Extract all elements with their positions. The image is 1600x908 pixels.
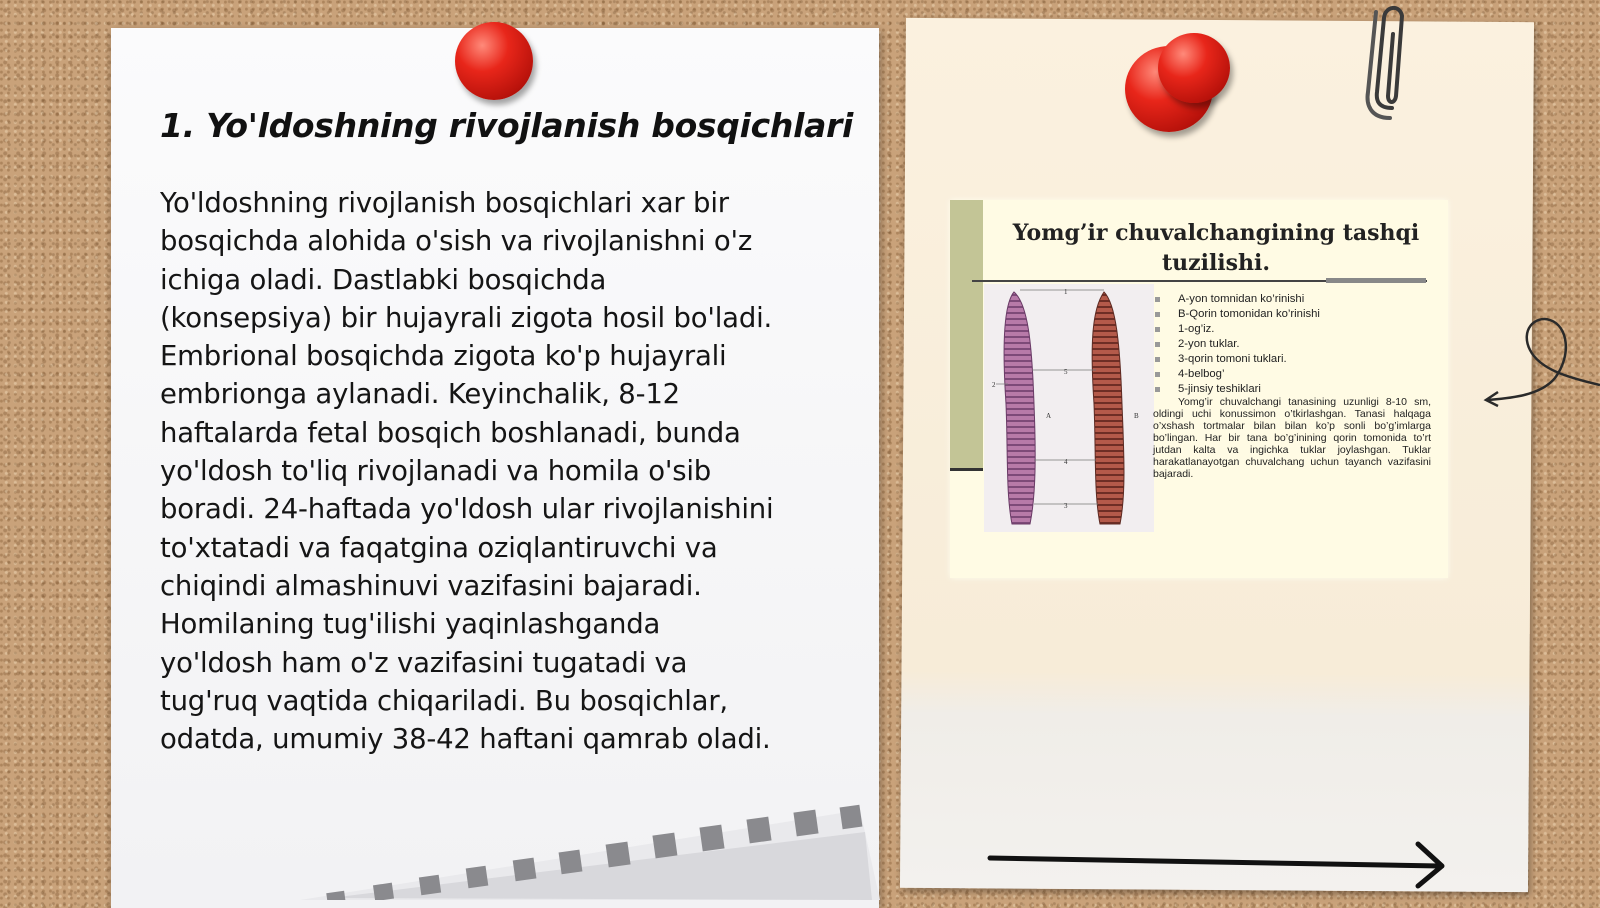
worm-label: 2 — [992, 381, 996, 389]
worm-label: 5 — [1064, 368, 1068, 376]
body-line: Yo'ldoshning rivojlanish bosqichlari xar bir — [160, 187, 729, 219]
worm-label: 1 — [1064, 288, 1068, 296]
figure-title — [984, 218, 1448, 278]
push-pin-icon — [455, 22, 533, 100]
legend-item: A-yon tomnidan ko’rinishi — [1153, 292, 1431, 307]
body-line: yo'ldosh to'liq rivojlanadi va homila o'sib — [160, 455, 712, 488]
body-line: Homilaning tug'ilishi yaqinlashganda — [160, 608, 661, 641]
body-line: tug'ruq vaqtida chiqariladi. Bu bosqichlar, — [160, 684, 728, 717]
body-line: chiqindi almashinuvi vazifasini bajaradi. — [160, 569, 702, 602]
earthworm-illustration — [984, 284, 1154, 532]
figure-title-line: Yomg’ir chuvalchangining tashqi — [1012, 220, 1420, 246]
slide-title: 1. Yo'ldoshning rivojlanish bosqichlari — [160, 106, 854, 145]
worm-label: B — [1134, 412, 1139, 420]
body-line: haftalarda fetal bosqich boshlanadi, bunda — [160, 416, 741, 449]
worm-label: A — [1046, 412, 1052, 420]
figure-title-line: tuzilishi. — [1161, 250, 1271, 276]
body-line: boradi. 24-haftada yo'ldosh ular rivojlanishini — [160, 493, 774, 526]
body-line: (konsepsiya) bir hujayrali zigota hosil bo'ladi. — [160, 301, 773, 334]
body-line: ichiga oladi. Dastlabki bosqichda — [160, 263, 607, 296]
legend-item: B-Qorin tomonidan ko’rinishi — [1153, 307, 1431, 322]
body-line: to'xtatadi va faqatgina oziqlantiruvchi va — [160, 531, 718, 564]
body-line: odatda, umumiy 38-42 haftani qamrab oladi. — [160, 723, 771, 756]
legend-item: 2-yon tuklar. — [1153, 337, 1431, 352]
figure-side-bar — [950, 200, 983, 471]
body-line: embrionga aylanadi. Keyinchalik, 8-12 — [160, 378, 680, 411]
body-paragraph — [160, 184, 845, 758]
earthworm-figure — [950, 200, 1448, 578]
body-line: yo'ldosh ham o'z vazifasini tugatadi va — [160, 646, 688, 679]
legend-item: 1-og’iz. — [1153, 322, 1431, 337]
push-pin-icon — [1158, 33, 1230, 103]
figure-description: Yomg’ir chuvalchangi tanasining uzunligi 8-10 sm, oldingi uchi konussimon o’tkirlashgan. Tanasi halqaga o’xshash tortmalar bilan bilan ko’p sonli bo’g’imlarga bo’lingan. Har bir tana bo’g’inining qorin tomonida to’rt jutdan kalta va ingichka tuklar joylashgan. Tuklar harakatlanayotgan chuvalchang uchun tayanch vazifasini bajaradi. — [1153, 396, 1431, 480]
legend-item: 3-qorin tomoni tuklari. — [1153, 352, 1431, 367]
figure-legend — [1153, 292, 1431, 397]
figure-rule-accent — [1326, 278, 1426, 283]
legend-item: 5-jinsiy teshiklari — [1153, 382, 1431, 397]
body-line: bosqichda alohida o'sish va rivojlanishni o'z — [160, 225, 753, 258]
worm-label: 3 — [1064, 502, 1068, 510]
body-line: Embrional bosqichda zigota ko'p hujayrali — [160, 340, 727, 373]
worm-label: 4 — [1064, 458, 1068, 466]
legend-item: 4-belbog’ — [1153, 367, 1431, 382]
